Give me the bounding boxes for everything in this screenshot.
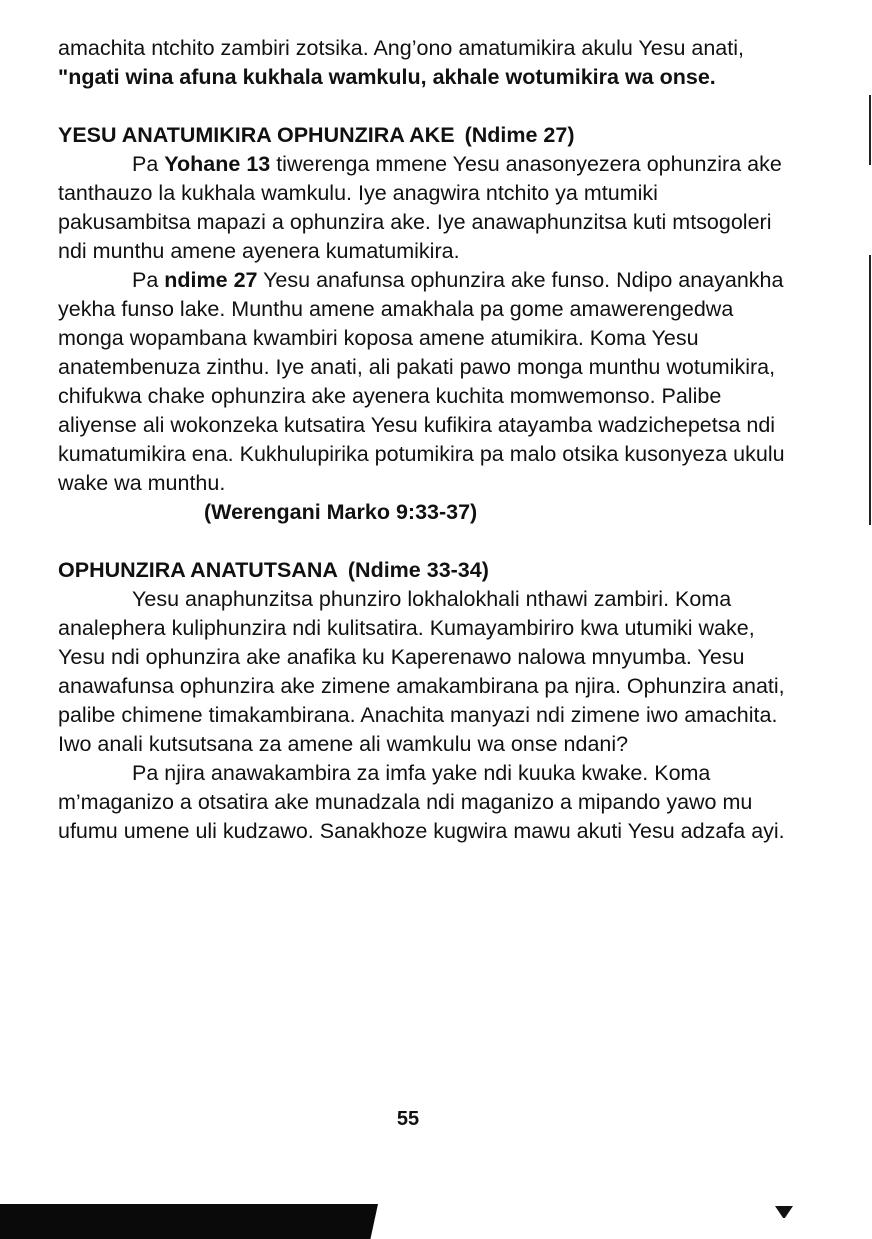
opening-paragraph — [58, 34, 788, 92]
section-1-reading-ref: (Werengani Marko 9:33-37) — [204, 500, 478, 524]
s1p1-bold: Yohane 13 — [164, 152, 271, 176]
scan-corner-mark — [775, 1206, 793, 1218]
scan-edge-shadow — [0, 1204, 378, 1239]
section-2-heading — [58, 556, 788, 585]
section-2-paragraph-2: Pa njira anawakambira za imfa yake ndi kuuka kwake. Koma m’maganizo a otsatira ake munadzala ndi maganizo a mipando yawo mu ufumu umene uli kudzawo. Sanakhoze kugwira mawu akuti Yesu adzafa ayi. — [58, 761, 785, 843]
opening-text: amachita ntchito zambiri zotsika. Ang’ono amatumikira akulu Yesu anati, — [58, 36, 744, 60]
scan-edge-line-middle — [869, 255, 871, 525]
document-page — [58, 34, 788, 846]
page-number: 55 — [396, 1108, 420, 1130]
s1p2-pre: Pa — [132, 268, 165, 292]
section-2-paragraph-1: Yesu anaphunzitsa phunziro lokhalokhali nthawi zambiri. Koma analephera kuliphunzira ndi kulitsatira. Kumayambiriro kwa utumiki wake, Yesu ndi ophunzira ake anafika ku Kaperenawo nalowa mnyumba. Yesu anawafunsa ophunzira ake zimene amakambirana pa njira. Ophunzira anati, palibe chimene timakambirana. Anachita manyazi ndi zimene iwo amachita. Iwo anali kutsutsana za amene ali wamkulu wa onse ndani? — [58, 587, 785, 756]
section-2-title: OPHUNZIRA ANATUTSANA — [58, 558, 338, 582]
section-1-heading — [58, 121, 788, 150]
s1p1-pre: Pa — [132, 152, 165, 176]
s1p1-post: tiwerenga mmene Yesu anasonyezera ophunzira ake tanthauzo la kukhala wamkulu. Iye anagwira ntchito ya mtumiki pakusambitsa mapazi a ophunzira ake. Iye anawaphunzitsa kuti mtsogoleri ndi munthu amene ayenera kumatumikira. — [58, 152, 782, 263]
scan-edge-line-top — [869, 95, 871, 165]
s1p2-post: Yesu anafunsa ophunzira ake funso. Ndipo anayankha yekha funso lake. Munthu amene amakhala pa gome amawerengedwa monga wopambana kwambiri koposa amene atumikira. Koma Yesu anatembenuza zinthu. Iye anati, ali pakati pawo monga munthu wotumikira, chifukwa chake ophunzira ake ayenera kuchita momwemonso. Palibe aliyense ali wokonzeka kutsatira Yesu kufikira atayamba wadzichepetsa ndi kumatumikira ena. Kukhulupirika potumikira pa malo otsika kusonyeza ukulu wake wa munthu. — [58, 268, 785, 495]
section-1-ref: (Ndime 27) — [464, 123, 575, 147]
section-1-paragraph-2 — [58, 266, 788, 498]
section-1-title: YESU ANATUMIKIRA OPHUNZIRA AKE — [58, 123, 455, 147]
section-1-paragraph-1 — [58, 150, 788, 266]
s1p2-bold: ndime 27 — [164, 268, 258, 292]
opening-bold-quote: "ngati wina afuna kukhala wamkulu, akhale wotumikira wa onse. — [58, 65, 716, 89]
section-2-ref: (Ndime 33-34) — [347, 558, 489, 582]
